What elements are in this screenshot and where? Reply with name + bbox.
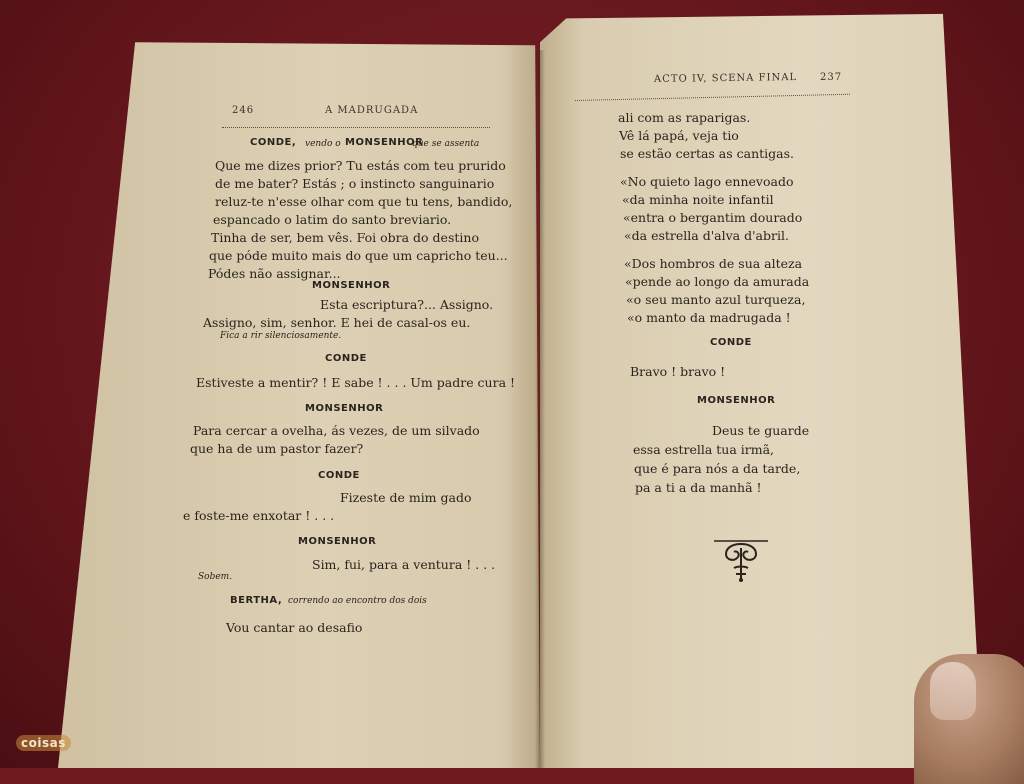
verse-line: Para cercar a ovelha, ás vezes, de um silvado — [193, 423, 480, 438]
speaker-name: CONDE, — [250, 137, 297, 148]
speaker-name: MONSENHOR — [298, 536, 377, 547]
speaker-name: BERTHA, — [230, 595, 283, 606]
verse-line: «da minha noite infantil — [622, 192, 774, 207]
left-running-head: A MADRUGADA — [325, 105, 419, 116]
verse-line: «o manto da madrugada ! — [627, 310, 791, 325]
right-running-head: ACTO IV, SCENA FINAL — [653, 72, 798, 85]
left-page-number: 246 — [232, 105, 255, 116]
speaker-name: CONDE — [318, 470, 360, 481]
speaker-name: MONSENHOR — [305, 403, 384, 414]
speaker-name: MONSENHOR — [312, 280, 391, 291]
verse-line: Estiveste a mentir? ! E sabe ! . . . Um padre cura ! — [196, 375, 516, 390]
verse-line: que póde muito mais do que um capricho teu... — [209, 248, 508, 263]
verse-line: «entra o bergantim dourado — [623, 210, 803, 225]
verse-line: Vou cantar ao desafio — [226, 620, 363, 635]
speaker-name: CONDE — [710, 337, 752, 348]
right-page — [540, 0, 978, 768]
stage-direction: vendo o — [305, 139, 341, 149]
verse-line: «o seu manto azul turqueza, — [626, 292, 806, 307]
verse-line: «No quieto lago ennevoado — [620, 174, 794, 189]
verse-line: Assigno, sim, senhor. E hei de casal-os eu. — [203, 315, 471, 330]
ornament-icon — [712, 538, 770, 584]
verse-line: Bravo ! bravo ! — [630, 364, 726, 379]
verse-line: que ha de um pastor fazer? — [190, 441, 364, 456]
stage-direction: correndo ao encontro dos dois — [288, 596, 427, 606]
verse-line: «da estrella d'alva d'abril. — [624, 228, 789, 243]
thumbnail-nail — [930, 662, 976, 720]
verse-line: pa a ti a da manhã ! — [635, 480, 762, 495]
verse-line: «Dos hombros de sua alteza — [624, 256, 803, 271]
verse-line: Que me dizes prior? Tu estás com teu prurido — [215, 158, 506, 173]
verse-line: se estão certas as cantigas. — [620, 146, 795, 161]
verse-line: Fizeste de mim gado — [340, 490, 472, 505]
verse-line: e foste-me enxotar ! . . . — [183, 508, 335, 523]
verse-line: essa estrella tua irmã, — [633, 442, 775, 457]
verse-line: de me bater? Estás ; o instincto sanguinario — [215, 176, 495, 191]
book-gutter — [535, 50, 545, 768]
stage-direction: Sobem. — [198, 572, 233, 582]
speaker-name: MONSENHOR — [345, 137, 424, 148]
stage-direction: que se assenta — [412, 139, 480, 149]
verse-line: Tinha de ser, bem vês. Foi obra do destino — [211, 230, 479, 245]
right-page-number: 237 — [820, 72, 843, 83]
verse-line: Pódes não assignar... — [208, 266, 341, 281]
verse-line: ali com as raparigas. — [618, 110, 751, 125]
verse-line: Sim, fui, para a ventura ! . . . — [312, 557, 496, 572]
speaker-name: CONDE — [325, 353, 367, 364]
speaker-name: MONSENHOR — [697, 395, 776, 406]
verse-line: reluz-te n'esse olhar com que tu tens, bandido, — [215, 194, 513, 209]
stage-direction: Fica a rir silenciosamente. — [220, 331, 342, 341]
verse-line: espancado o latim do santo breviario. — [213, 212, 452, 227]
verse-line: «pende ao longo da amurada — [625, 274, 810, 289]
verse-line: Vê lá papá, veja tio — [619, 128, 739, 143]
left-header-rule — [222, 127, 490, 128]
verse-line: Deus te guarde — [712, 423, 810, 438]
verse-line: Esta escriptura?... Assigno. — [320, 297, 494, 312]
watermark-logo: coisas — [16, 735, 71, 751]
verse-line: que é para nós a da tarde, — [634, 461, 801, 476]
